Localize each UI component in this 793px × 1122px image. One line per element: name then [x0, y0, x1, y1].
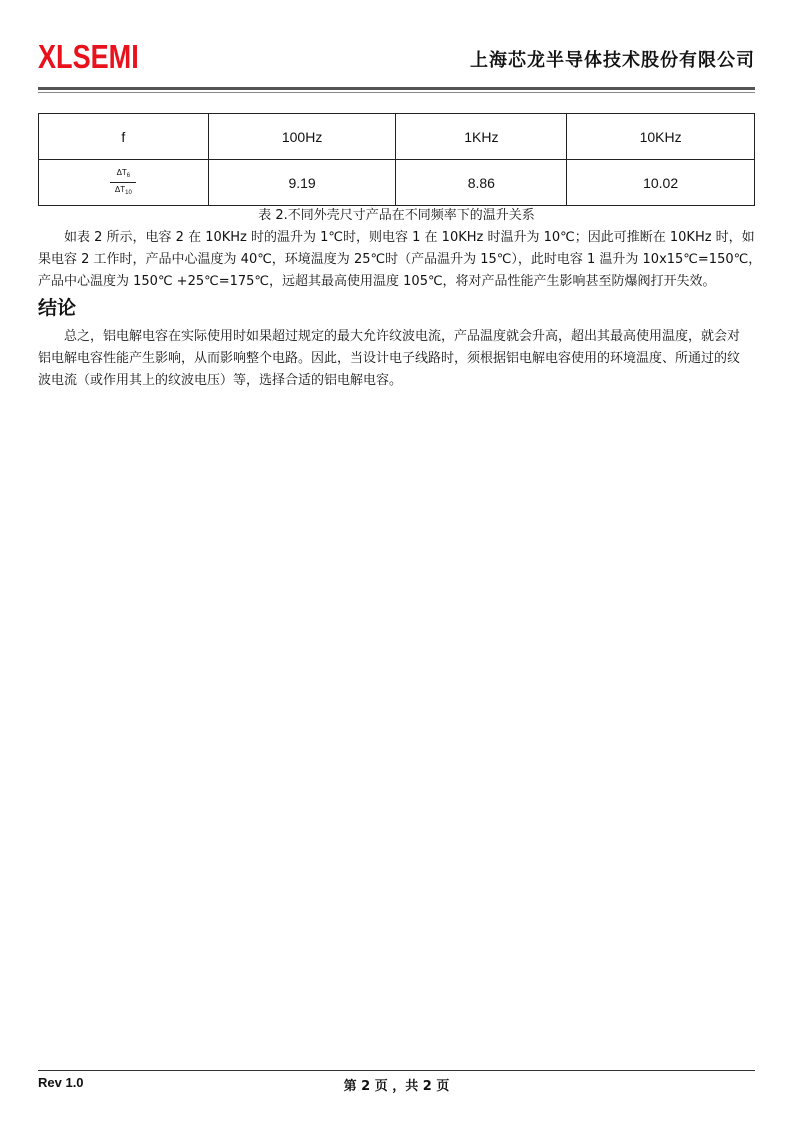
paragraph-line: 波电流（或作用其上的纹波电压）等，选择合适的铝电解电容。 [38, 373, 403, 388]
table-cell-frequency-label: f [39, 114, 209, 160]
table-cell-value-10khz: 10.02 [567, 160, 755, 206]
table-cell-value-100hz: 9.19 [208, 160, 396, 206]
ratio-numerator: $\Delta T_6$ [116, 168, 131, 179]
fraction-bar [110, 182, 136, 183]
page-number: 第 2 页 ，共 2 页 [343, 1079, 450, 1094]
header-divider [38, 87, 755, 90]
paragraph-line: 总之，铝电解电容在实际使用时如果超过规定的最大允许纹波电流，产品温度就会升高，超出其最高使用温度，就会对 [64, 329, 741, 344]
table-cell-10khz: 10KHz [567, 114, 755, 160]
delta-t-ratio [110, 169, 136, 196]
revision-label: Rev 1.0 [38, 1075, 84, 1090]
table-row-ratio [39, 160, 755, 206]
table-cell-1khz: 1KHz [396, 114, 567, 160]
table-header-row [39, 114, 755, 160]
paragraph-line: 产品中心温度为 150℃ +25℃=175℃，远超其最高使用温度 105℃，将对产品性能产生影响甚至防爆阀打开失效。 [38, 274, 716, 289]
xlsemi-logo: XLSEMI [38, 38, 139, 75]
paragraph-line: 果电容 2 工作时，产品中心温度为 40℃，环境温度为 25℃时（产品温升为 15℃），此时电容 1 温升为 10x15℃=150℃， [38, 252, 762, 267]
table-cell-ratio-label [39, 160, 209, 206]
temperature-rise-table [38, 113, 755, 206]
table-cell-value-1khz: 8.86 [396, 160, 567, 206]
ratio-denominator: $\Delta T_{10}$ [114, 185, 132, 196]
paragraph-line: 铝电解电容性能产生影响，从而影响整个电路。因此，当设计电子线路时，须根据铝电解电容使用的环境温度、所通过的纹 [38, 351, 741, 366]
table-cell-100hz: 100Hz [208, 114, 396, 160]
company-name: 上海芯龙半导体技术股份有限公司 [470, 50, 755, 71]
analysis-paragraph [38, 227, 762, 293]
paragraph-line: 如表 2 所示，电容 2 在 10KHz 时的温升为 1℃时，则电容 1 在 10KHz 时温升为 10℃；因此可推断在 10KHz 时，如 [64, 230, 755, 245]
header-divider-thin [38, 92, 755, 93]
conclusion-paragraph [38, 326, 755, 392]
conclusion-heading: 结论 [38, 297, 77, 319]
footer-divider [38, 1070, 755, 1071]
table-caption: 表 2.不同外壳尺寸产品在不同频率下的温升关系 [258, 208, 535, 223]
